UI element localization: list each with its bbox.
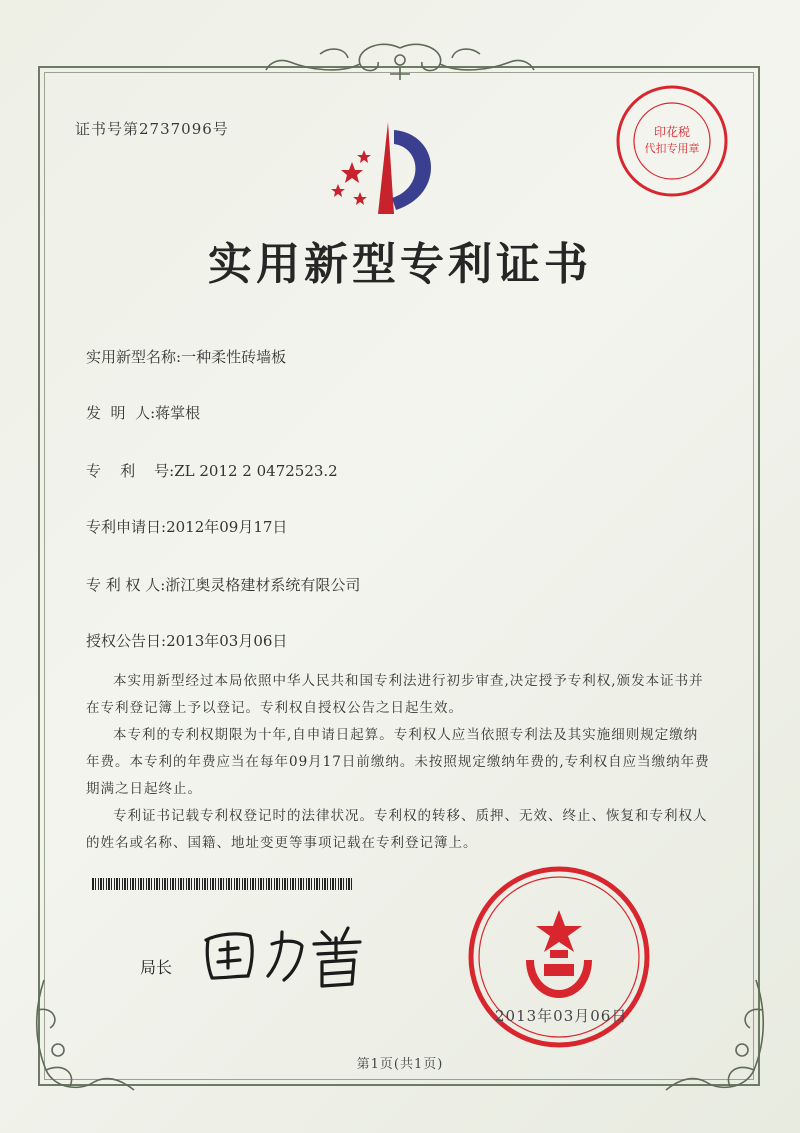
issue-date: 2013年03月06日 bbox=[495, 1007, 628, 1025]
patentee-label: 专 利 权 人: bbox=[86, 576, 166, 594]
utility-model-name-label: 实用新型名称: bbox=[86, 348, 182, 366]
barcode-icon bbox=[92, 878, 352, 890]
signature-icon bbox=[198, 918, 388, 992]
bottom-left-ornament-icon bbox=[24, 970, 144, 1100]
top-ornament-icon bbox=[260, 40, 540, 84]
director-label: 局长 bbox=[140, 958, 173, 977]
utility-model-name-value: 一种柔性砖墙板 bbox=[181, 348, 287, 366]
inventor-row bbox=[86, 402, 200, 423]
inventor-value: 蒋掌根 bbox=[155, 404, 201, 422]
stamp-duty-seal-icon bbox=[613, 82, 731, 200]
bottom-right-ornament-icon bbox=[656, 970, 776, 1100]
filing-date-label: 专利申请日: bbox=[86, 518, 167, 536]
patent-number-row bbox=[86, 460, 338, 481]
filing-date-row bbox=[86, 516, 287, 537]
svg-text:代扣专用章: 代扣专用章 bbox=[644, 142, 700, 155]
patent-office-logo-icon bbox=[320, 118, 460, 228]
announce-date-value: 2013年03月06日 bbox=[166, 632, 288, 650]
certificate-number: 证书号第2737096号 bbox=[75, 120, 229, 138]
utility-model-name-row bbox=[86, 346, 286, 367]
announce-date-row bbox=[86, 630, 287, 651]
page-number: 第1页(共1页) bbox=[356, 1057, 444, 1072]
patent-number-value: ZL 2012 2 0472523.2 bbox=[174, 462, 338, 480]
patentee-value: 浙江奥灵格建材系统有限公司 bbox=[165, 576, 361, 594]
certificate-title: 实用新型专利证书 bbox=[208, 239, 592, 290]
body-paragraph-1: 本实用新型经过本局依照中华人民共和国专利法进行初步审查,决定授予专利权,颁发本证书并在专利登记簿上予以登记。专利权自授权公告之日起生效。 bbox=[86, 673, 704, 716]
patentee-row bbox=[86, 574, 360, 595]
certificate-body-text bbox=[86, 668, 710, 857]
inventor-label: 发 明 人: bbox=[86, 404, 156, 422]
body-paragraph-3: 专利证书记载专利权登记时的法律状况。专利权的转移、质押、无效、终止、恢复和专利权人的姓名或名称、国籍、地址变更等事项记载在专利登记簿上。 bbox=[86, 808, 708, 851]
body-paragraph-2: 本专利的专利权期限为十年,自申请日起算。专利权人应当依照专利法及其实施细则规定缴纳年费。本专利的年费应当在每年09月17日前缴纳。未按照规定缴纳年费的,专利权自应当缴纳年费期满之日起终止。 bbox=[86, 727, 710, 797]
filing-date-value: 2012年09月17日 bbox=[166, 518, 288, 536]
patent-number-label: 专 利 号: bbox=[86, 462, 175, 480]
announce-date-label: 授权公告日: bbox=[86, 632, 167, 650]
svg-text:印花税: 印花税 bbox=[653, 125, 691, 139]
